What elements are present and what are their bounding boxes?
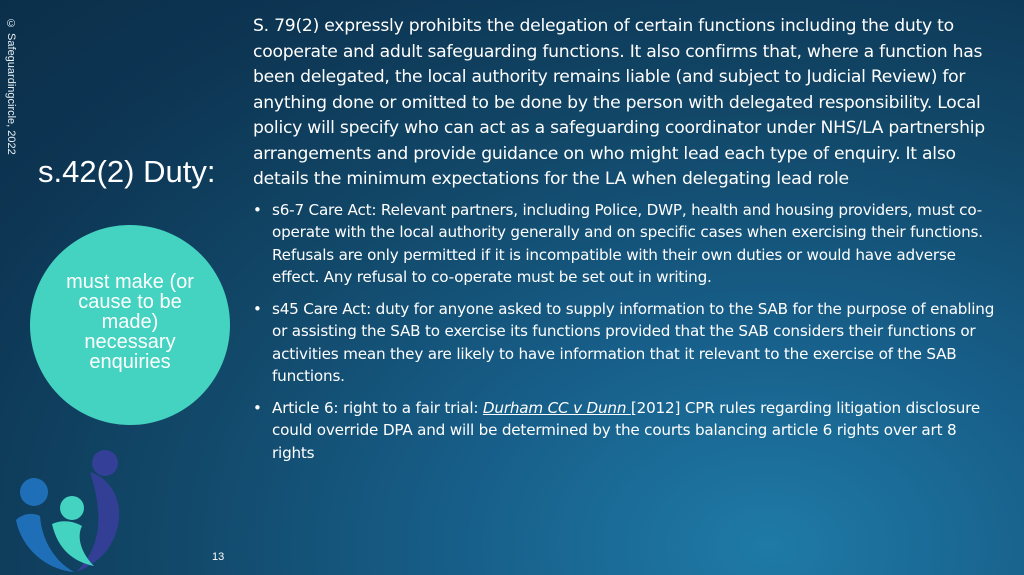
bullet-icon: • — [253, 200, 262, 219]
case-link-durham-v-dunn[interactable]: Durham CC v Dunn — [482, 398, 631, 417]
bullet-icon: • — [253, 299, 262, 318]
bullet-text-suffix: [2012] CPR rules regarding litigation disclosure could override DPA and will be determined by the courts balancing article 6 rights over art 8 rights — [272, 398, 980, 462]
bullet-text: s6-7 Care Act: Relevant partners, including Police, DWP, health and housing providers, must co-operate with the local authority generally and on specific cases when exercising their functions. Refusals are only permitted if it is incompatible with their own duties or would have adverse effect. Any refusal to co-operate must be set out in writing. — [272, 200, 983, 286]
duty-circle — [30, 225, 230, 425]
list-item — [253, 199, 1003, 289]
intro-paragraph: S. 79(2) expressly prohibits the delegation of certain functions including the duty to cooperate and adult safeguarding functions. It also confirms that, where a function has been delegated, the local authority remains liable (and subject to Judicial Review) for anything done or omitted to be done by the person with delegated responsibility. Local policy will specify who can act as a safeguarding coordinator under NHS/LA partnership arrangements and provide guidance on who might lead each type of enquiry. It also details the minimum expectations for the LA when delegating lead role — [253, 16, 985, 189]
page-number: 13 — [212, 551, 225, 563]
list-item — [253, 298, 1003, 388]
bullet-text-prefix: Article 6: right to a fair trial: — [272, 398, 483, 417]
bullet-list — [253, 199, 1003, 465]
duty-circle-text: must make (or cause to be made) necessary enquiries — [66, 271, 194, 373]
bullet-text: s45 Care Act: duty for anyone asked to supply information to the SAB for the purpose of enabling or assisting the SAB to exercise its functions provided that the SAB considers their functions or activities mean they are likely to have information that it relevant to the exercise of the SAB functions. — [272, 299, 995, 385]
copyright-notice: © Safeguardingcircle, 2022 — [5, 18, 17, 155]
safeguarding-circle-logo-icon — [12, 450, 132, 575]
list-item — [253, 397, 1003, 465]
slide-heading: s.42(2) Duty: — [38, 154, 216, 189]
slide-content — [253, 14, 1003, 473]
bullet-icon: • — [253, 398, 262, 417]
